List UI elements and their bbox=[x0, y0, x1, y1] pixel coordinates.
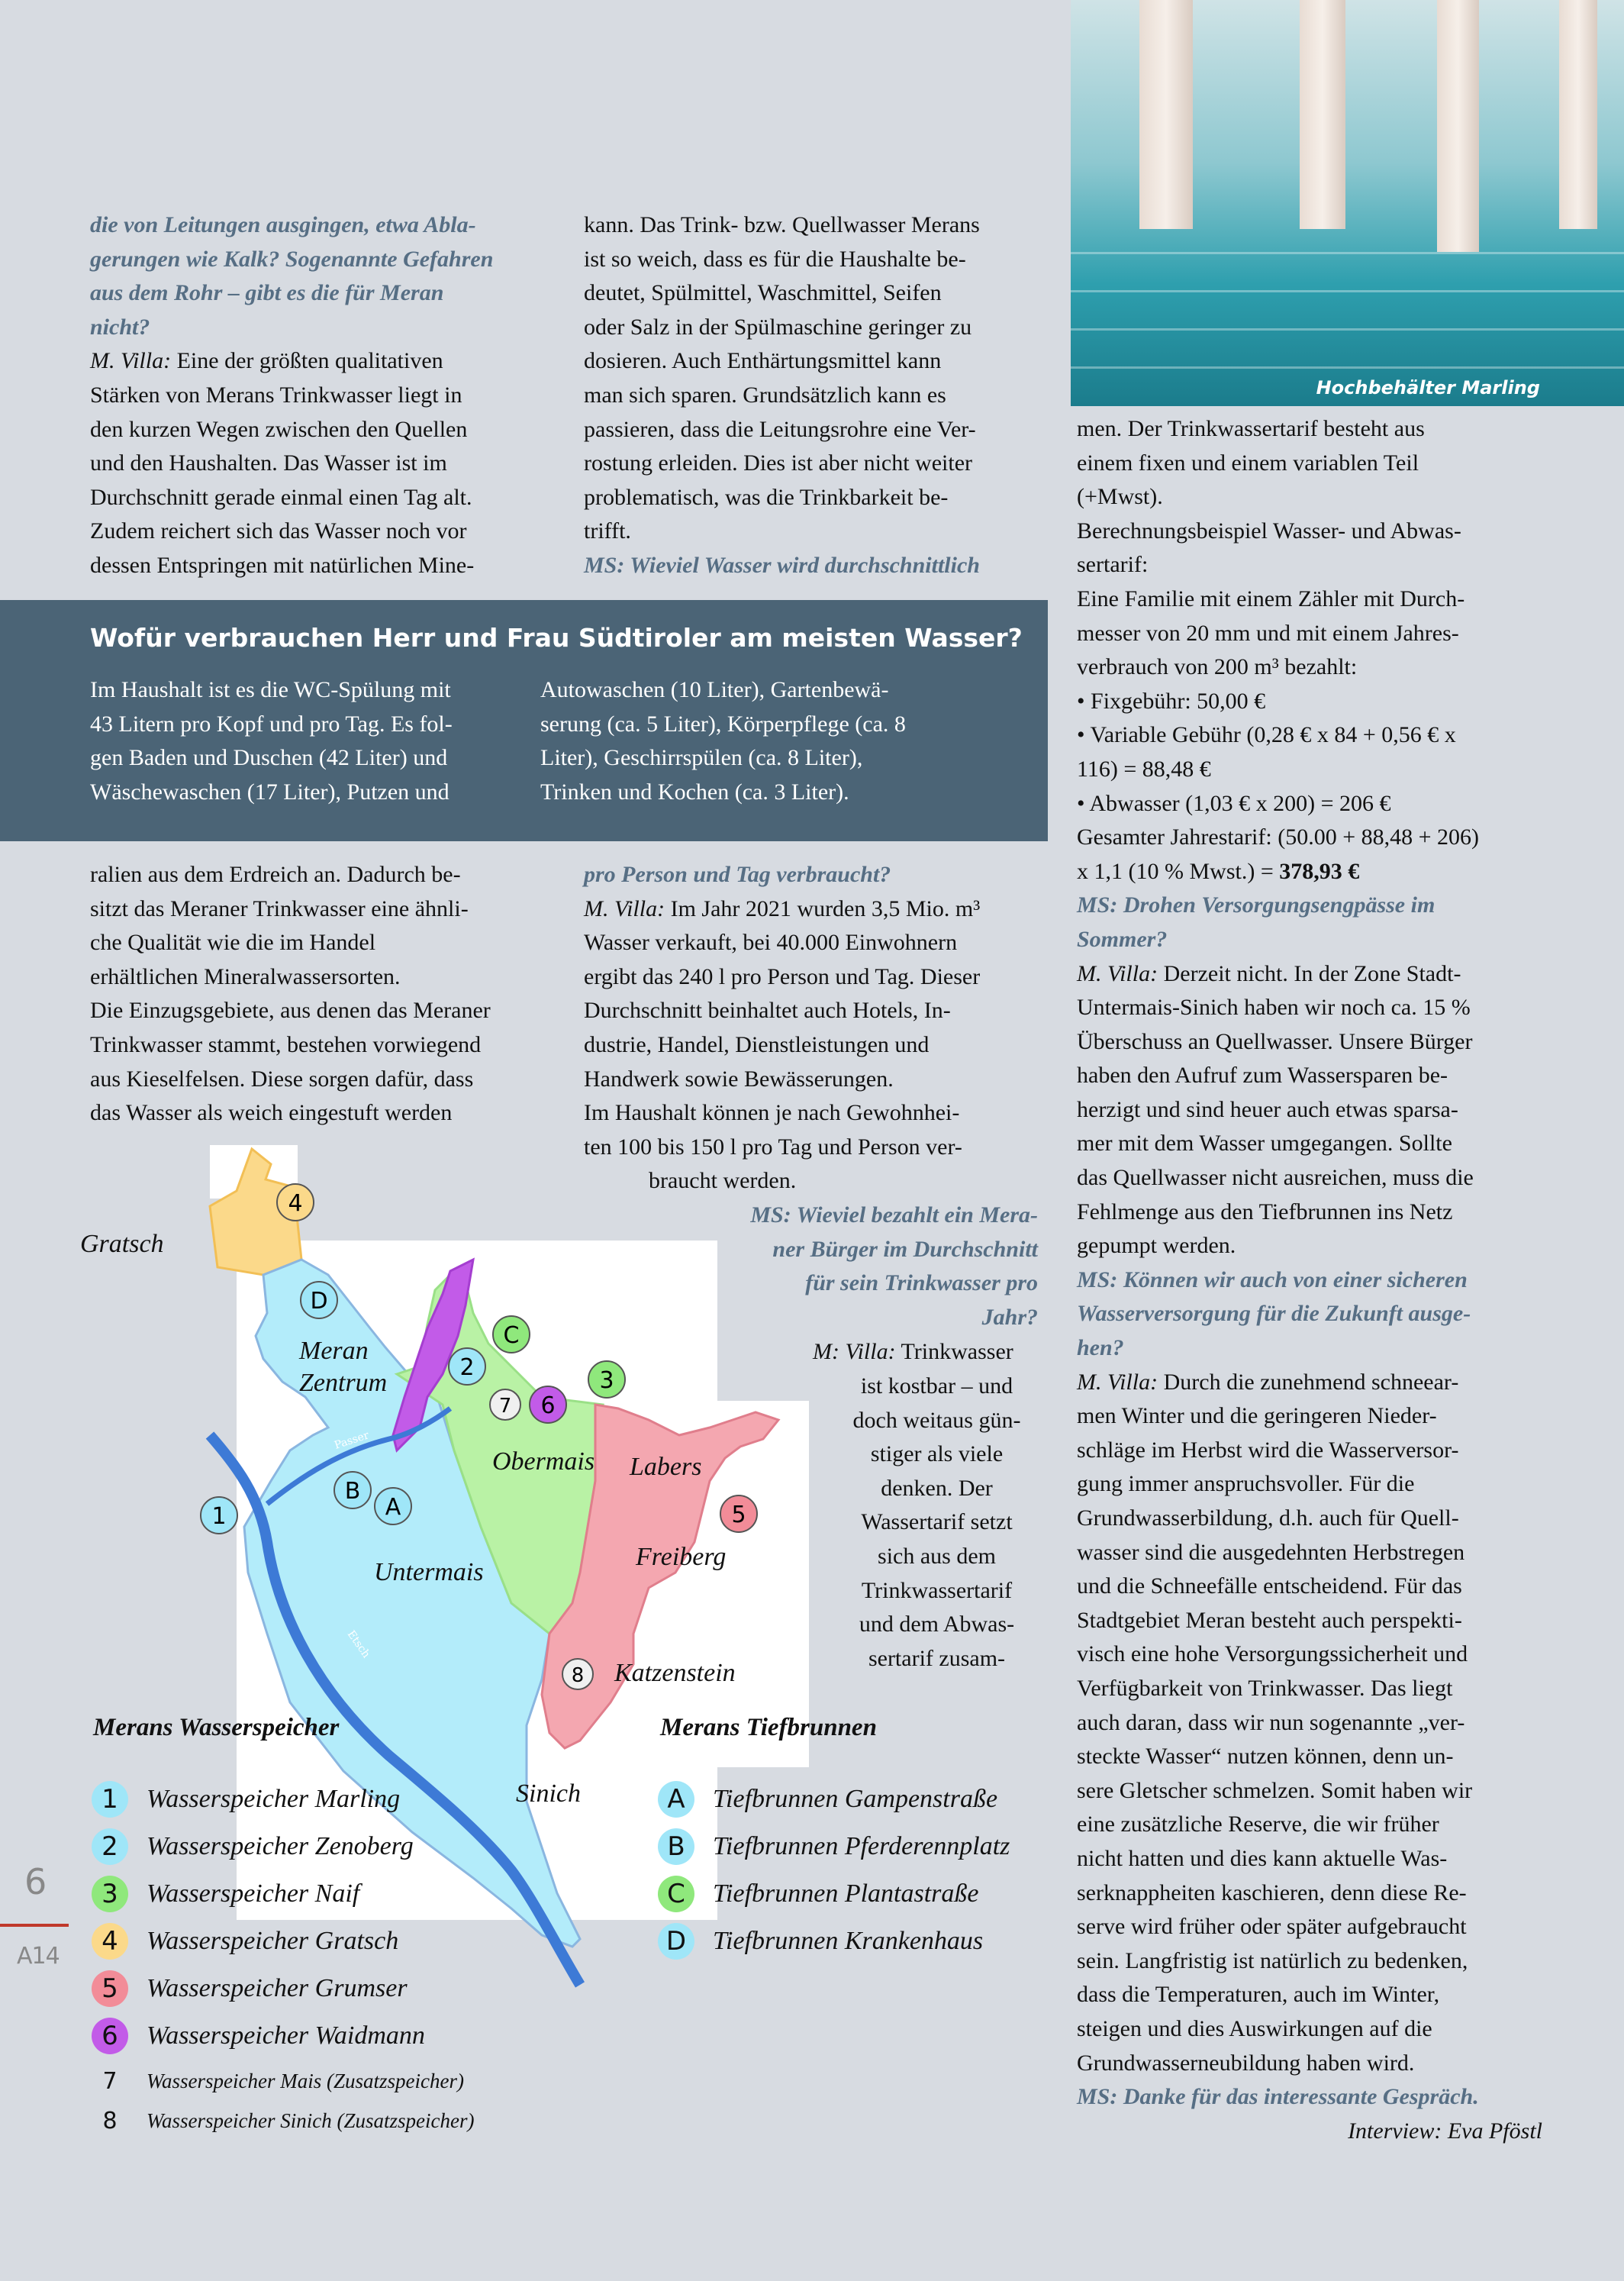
legend-label: Wasserspeicher Sinich (Zusatzspeicher) bbox=[147, 2109, 475, 2132]
legend-item bbox=[658, 1828, 1010, 1865]
svg-text:3: 3 bbox=[599, 1367, 614, 1394]
legend-item bbox=[92, 1923, 398, 1960]
legend-marker: C bbox=[658, 1876, 694, 1912]
interview-question: pro Person und Tag verbraucht? bbox=[584, 862, 891, 887]
svg-text:4: 4 bbox=[288, 1190, 303, 1217]
legend-item bbox=[92, 1876, 359, 1912]
legend-label: Wasserspeicher Mais (Zusatzspeicher) bbox=[147, 2070, 464, 2092]
bullet-item: Variable Gebühr (0,28 € x 84 + 0,56 € x bbox=[1090, 722, 1456, 748]
interview-question: MS: Drohen Versorgungsengpässe im Sommer? bbox=[1077, 892, 1436, 952]
answer-text: Im Jahr 2021 wurden 3,5 Mio. m³ Wasser verkauft, bei 40.000 Einwohnern ergibt das 240 l pro Person und Tag. Dieser Durchschnitt beinhaltet auch Hotels, In- dustrie, Handel, Dienstleistungen und Handwerk sowie Bewässerungen. Im Haushalt können je nach Gewohnhei- ten 100 bis 150 l pro Tag und Person ver- bbox=[584, 895, 981, 1160]
svg-text:C: C bbox=[503, 1322, 520, 1349]
column-2-bottom bbox=[584, 858, 1057, 1164]
legend-label: Wasserspeicher Marling bbox=[147, 1785, 401, 1813]
svg-text:7: 7 bbox=[498, 1395, 512, 1418]
info-box-left-text: Im Haushalt ist es die WC-Spülung mit 43 Litern pro Kopf und pro Tag. Es fol- gen Baden und Duschen (42 Liter) und Wäschewaschen (17 Liter), Putzen und bbox=[90, 677, 453, 805]
legend-marker: D bbox=[658, 1923, 694, 1960]
legend-label: Tiefbrunnen Plantastraße bbox=[713, 1879, 979, 1908]
district-label-zentrum: Zentrum bbox=[299, 1369, 388, 1397]
svg-text:8: 8 bbox=[571, 1664, 585, 1687]
interview-question-cost: MS: Wieviel bezahlt ein Mera- ner Bürger im Durchschnitt für sein Trinkwasser pro Jahr? bbox=[750, 1202, 1038, 1330]
legend-label: Tiefbrunnen Krankenhaus bbox=[713, 1927, 984, 1955]
bullet-item: Abwasser (1,03 € x 200) = 206 € bbox=[1089, 790, 1391, 816]
svg-text:1: 1 bbox=[211, 1503, 227, 1530]
map-marker-6 bbox=[530, 1386, 566, 1423]
legend-marker: 7 bbox=[102, 2068, 118, 2095]
district-label-sinich: Sinich bbox=[516, 1779, 581, 1808]
hochbehaelter-photo bbox=[1071, 0, 1624, 406]
answer-text: Derzeit nicht. In der Zone Stadt- Untermais-Sinich haben wir noch ca. 15 % Überschuss an Quellwasser. Unsere Bürger haben den Aufruf zum Wassersparen be- herzigt und sind heuer auch etwas sparsa- mer mit dem Wasser umgegangen. Sollte das Quellwasser nicht ausreichen, muss die Fehlmenge aus den Tiefbrunnen ins Netz gepumpt werden. bbox=[1077, 960, 1474, 1259]
answer-text: Eine der größten qualitativen Stärken von Merans Trinkwasser liegt in den kurzen Wegen zwischen den Quellen und den Haushalten. Das Wasser ist im Durchschnitt gerade einmal einen Tag alt. Zudem reichert sich das Wasser noch vor dessen Entspringen mit natürlichen Mine- bbox=[90, 348, 475, 578]
info-box-right-text: Autowaschen (10 Liter), Gartenbewä- serung (ca. 5 Liter), Körperpflege (ca. 8 Liter), Geschirrspülen (ca. 8 Liter), Trinken und Kochen (ca. 3 Liter). bbox=[540, 677, 906, 805]
svg-text:D: D bbox=[310, 1288, 328, 1315]
map-marker-D bbox=[301, 1282, 337, 1318]
bullet-item-continuation: 116) = 88,48 € bbox=[1077, 756, 1211, 782]
legend-label: Wasserspeicher Naif bbox=[147, 1879, 360, 1908]
legend-marker: B bbox=[658, 1828, 694, 1865]
legend-item bbox=[658, 1876, 979, 1912]
map-marker-B bbox=[334, 1472, 371, 1508]
legend-item bbox=[92, 2068, 464, 2095]
map-marker-8 bbox=[562, 1659, 593, 1689]
interview-question: MS: Können wir auch von einer sicheren Wasserversorgung für die Zukunft ausge- hen? bbox=[1077, 1266, 1471, 1361]
map-marker-5 bbox=[720, 1495, 757, 1532]
legend-marker: A bbox=[658, 1781, 694, 1818]
svg-text:B: B bbox=[344, 1478, 361, 1505]
district-label-untermais: Untermais bbox=[374, 1558, 484, 1586]
answer-text: Trinkwasser bbox=[895, 1339, 1013, 1364]
legend-item bbox=[92, 2108, 474, 2134]
svg-text:5: 5 bbox=[731, 1502, 746, 1528]
info-box bbox=[0, 600, 1048, 841]
speaker-label: M: Villa: bbox=[813, 1339, 896, 1364]
map-marker-4 bbox=[277, 1184, 314, 1221]
info-box-title: Wofür verbrauchen Herr und Frau Südtiroler am meisten Wasser? bbox=[90, 623, 1023, 653]
map-marker-3 bbox=[588, 1361, 625, 1398]
legend-tiefbrunnen-title: Merans Tiefbrunnen bbox=[660, 1714, 877, 1741]
legend-marker: 4 bbox=[92, 1923, 128, 1960]
legend-label: Tiefbrunnen Gampenstraße bbox=[713, 1785, 998, 1813]
total-value: 378,93 € bbox=[1279, 858, 1360, 884]
legend-item bbox=[92, 1828, 414, 1865]
map-marker-1 bbox=[201, 1497, 237, 1534]
legend-item bbox=[92, 2018, 425, 2054]
total-text: Gesamter Jahrestarif: (50.00 + 88,48 + 206) x 1,1 (10 % Mwst.) = bbox=[1077, 824, 1480, 884]
page-accent-line bbox=[0, 1924, 69, 1927]
legend-marker: 1 bbox=[92, 1781, 128, 1818]
column-2-top bbox=[584, 208, 1057, 583]
river-label-passer: Passer bbox=[333, 1429, 371, 1452]
district-label-freiberg: Freiberg bbox=[636, 1543, 727, 1571]
legend-label: Tiefbrunnen Pferderennplatz bbox=[713, 1832, 1010, 1860]
tariff-intro: men. Der Trinkwassertarif besteht aus einem fixen und einem variablen Teil (+Mwst). Berechnungsbeispiel Wasser- und Abwas- sertarif: Eine Familie mit einem Zähler mit Durch- messer von 20 mm und mit einem Jahres- verbrauch von 200 m³ bezahlt: bbox=[1077, 416, 1465, 680]
answer-cost-text: ist kostbar – und doch weitaus gün- stiger als viele denken. Der Wassertarif setzt sich aus dem Trinkwassertarif und dem Abwas- sertarif zusam- bbox=[852, 1373, 1021, 1671]
svg-text:2: 2 bbox=[459, 1354, 475, 1381]
legend-label: Wasserspeicher Gratsch bbox=[147, 1927, 399, 1955]
legend-marker: 5 bbox=[92, 1970, 128, 2007]
map-marker-C bbox=[493, 1316, 530, 1353]
district-label-gratsch: Gratsch bbox=[80, 1230, 164, 1258]
legend-marker: 2 bbox=[92, 1828, 128, 1865]
river-label-etsch: Etsch bbox=[344, 1628, 372, 1660]
bullet-list: • Fixgebühr: 50,00 € • Variable Gebühr (0,28 € x 84 + 0,56 € x 116) = 88,48 € • Abwasser (1,03 € x 200) = 206 € bbox=[1077, 688, 1456, 816]
legend-label: Wasserspeicher Waidmann bbox=[147, 2021, 425, 2050]
district-label-labers: Labers bbox=[630, 1453, 702, 1481]
interview-question: MS: Danke für das interessante Gespräch. bbox=[1077, 2084, 1479, 2110]
column-1-top bbox=[90, 208, 563, 583]
svg-text:6: 6 bbox=[540, 1392, 556, 1419]
speaker-label: M. Villa: bbox=[1077, 1369, 1158, 1395]
interview-question: MS: Wieviel Wasser wird durchschnittlich bbox=[584, 552, 980, 578]
answer-text: kann. Das Trink- bzw. Quellwasser Merans ist so weich, dass es für die Haushalte be- deutet, Spülmittel, Waschmittel, Seifen oder Salz in der Spülmaschine geringer zu dosieren. Auch Enthärtungsmittel kann man sich sparen. Grundsätzlich kann es passieren, dass die Leitungsrohre eine Ver- rostung erleiden. Dies ist aber nicht weiter problematisch, was die Trinkbarkeit be- trifft. bbox=[584, 212, 980, 544]
legend-item bbox=[658, 1781, 997, 1818]
legend-marker: 3 bbox=[92, 1876, 128, 1912]
district-label-obermais: Obermais bbox=[492, 1447, 595, 1476]
svg-text:A: A bbox=[385, 1494, 401, 1521]
page-number: 6 bbox=[24, 1861, 47, 1902]
legend-marker: 6 bbox=[92, 2018, 128, 2054]
legend-speicher-title: Merans Wasserspeicher bbox=[93, 1714, 340, 1741]
speaker-label: M. Villa: bbox=[90, 348, 172, 374]
legend-label: Wasserspeicher Zenoberg bbox=[147, 1832, 414, 1860]
district-label-katzenstein: Katzenstein bbox=[614, 1659, 736, 1687]
answer-cost-first-line bbox=[813, 1335, 1013, 1370]
legend-marker: 8 bbox=[102, 2108, 118, 2134]
interview-question: die von Leitungen ausgingen, etwa Abla- gerungen wie Kalk? Sogenannte Gefahren aus dem Rohr – gibt es die für Meran nicht? bbox=[90, 212, 494, 340]
legend-item bbox=[92, 1781, 400, 1818]
map-marker-A bbox=[375, 1488, 411, 1524]
answer-text: Durch die zunehmend schneear- men Winter und die geringeren Nieder- schläge im Herbst wird die Wasserversor- gung immer anspruchsvoller. Für die Grundwasserbildung, d.h. auch für Quell- wasser sind die ausgedehnten Herbstregen und die Schneefälle entscheidend. Für das Stadtgebiet Meran besteht auch perspekti- visch eine hohe Versorgungssicherheit und Verfügbarkeit von Trinkwasser. Das liegt auch daran, dass wir nun sogenannte „ver- steckte Wasser“ nutzen können, denn un- sere Gletscher schmelzen. Somit haben wir eine zusätzliche Reserve, die wir früher nicht hatten und dies kann aktuelle Was- serknappheiten kaschieren, denn diese Re- serve wird früher oder später aufgebraucht sein. Langfristig ist natürlich zu bedenken, dass die Temperaturen, auch im Winter, steigen und dies Auswirkungen auf die Grundwasserneubildung haben wird. bbox=[1077, 1369, 1473, 2076]
legend-item bbox=[92, 1970, 408, 2007]
map-marker-2 bbox=[449, 1348, 485, 1385]
legend-item bbox=[658, 1923, 983, 1960]
map-marker-7 bbox=[490, 1389, 520, 1420]
column-3 bbox=[1077, 412, 1550, 2115]
interview-credit: Interview: Eva Pföstl bbox=[1348, 2118, 1542, 2144]
district-label-meran: Meran bbox=[299, 1337, 369, 1365]
column-1-bottom: ralien aus dem Erdreich an. Dadurch be- sitzt das Meraner Trinkwasser eine ähnli- che Qualität wie die im Handel erhältlichen Mineralwassersorten. Die Einzugsgebiete, aus denen das Meraner Trinkwasser stammt, bestehen vorwiegend aus Kieselfelsen. Diese sorgen dafür, dass das Wasser als weich eingestuft werden bbox=[90, 862, 491, 1126]
photo-caption: Hochbehälter Marling bbox=[1316, 377, 1540, 398]
answer-end: braucht werden. bbox=[649, 1168, 797, 1193]
bullet-item: Fixgebühr: 50,00 € bbox=[1091, 688, 1266, 714]
page-code: A14 bbox=[17, 1943, 60, 1970]
speaker-label: M. Villa: bbox=[584, 895, 665, 921]
legend-label: Wasserspeicher Grumser bbox=[147, 1974, 408, 2002]
speaker-label: M. Villa: bbox=[1077, 960, 1158, 986]
